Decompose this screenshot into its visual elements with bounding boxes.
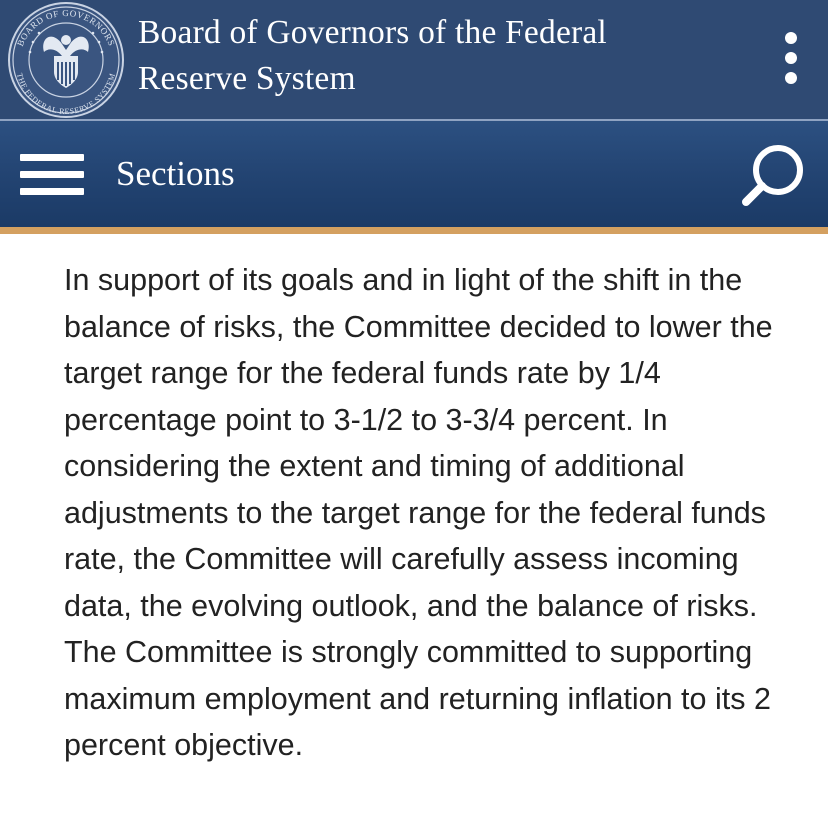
federal-reserve-seal-logo[interactable] xyxy=(0,0,128,120)
organization-title-line-2: Reserve System xyxy=(138,60,356,97)
statement-paragraph: In support of its goals and in light of the shift in the balance of risks, the Committee decided to lower the target range for the federal funds rate by 1/4 percentage point to 3-1/2 to 3-3/4 percent. In considering the extent and timing of additional adjustments to the target range for the federal funds rate, the Committee will carefully assess incoming data, the evolving outlook, and the balance of risks. The Committee is strongly committed to supporting maximum employment and returning inflation to its 2 percent objective. xyxy=(64,263,773,762)
more-options-button[interactable] xyxy=(774,30,808,86)
seal-text-top: BOARD OF GOVERNORS xyxy=(15,7,117,48)
hamburger-icon xyxy=(20,154,84,196)
accent-divider xyxy=(0,227,828,234)
site-header xyxy=(0,0,828,121)
kebab-dot-icon xyxy=(785,32,797,44)
seal-text-bottom: THE FEDERAL RESERVE SYSTEM xyxy=(14,72,118,117)
search-icon xyxy=(736,141,812,211)
search-button[interactable] xyxy=(736,141,812,211)
kebab-dot-icon xyxy=(785,52,797,64)
organization-title[interactable] xyxy=(138,10,698,102)
sections-label: Sections xyxy=(116,154,235,193)
sections-menu-button[interactable] xyxy=(0,121,270,227)
kebab-dot-icon xyxy=(785,72,797,84)
organization-title-line-1: Board of Governors of the Federal xyxy=(138,14,607,51)
seal-emblem-icon xyxy=(0,0,128,120)
sections-navbar xyxy=(0,121,828,227)
